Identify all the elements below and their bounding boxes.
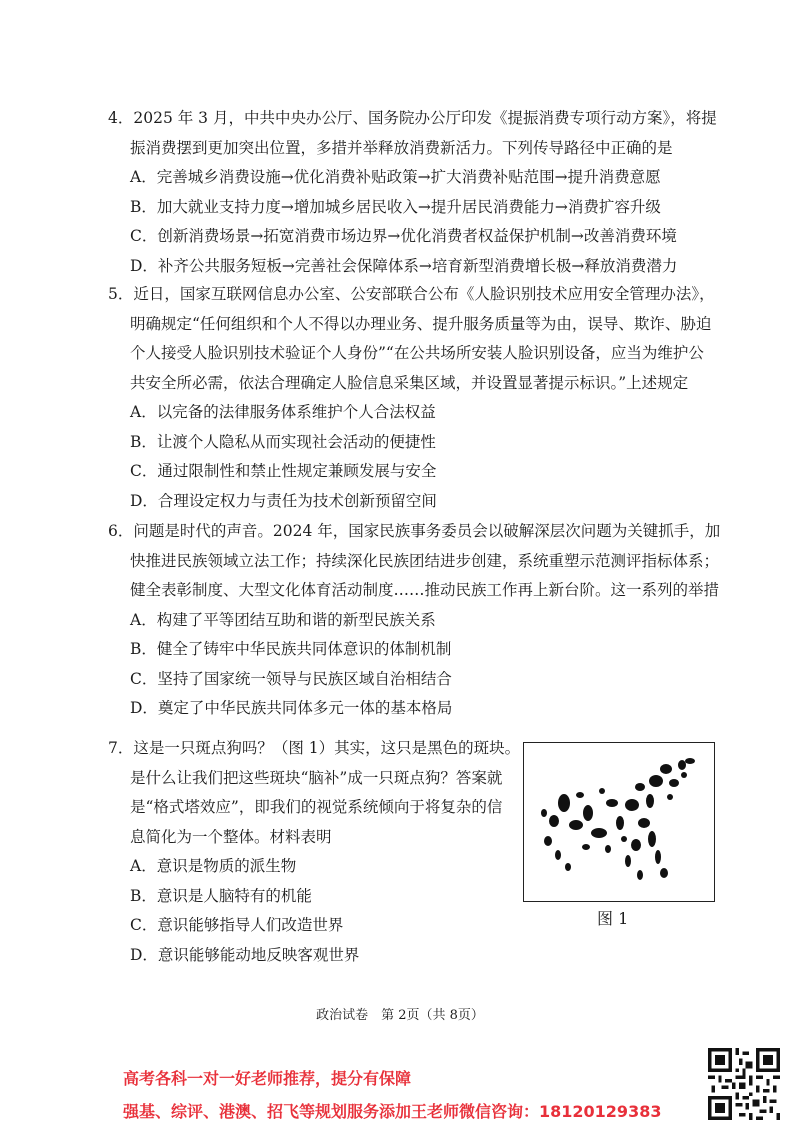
question-5-stem-line-4: 共安全所必需，依法合理确定人脸信息采集区域，并设置显著提示标识。”上述规定 bbox=[130, 373, 689, 392]
question-5-stem-line-3: 个人接受人脸识别技术验证个人身份”“在公共场所安装人脸识别设备，应当为维护公 bbox=[130, 344, 704, 362]
question-4-option-d: D．补齐公共服务短板→完善社会保障体系→培育新型消费增长极→释放消费潜力 bbox=[130, 256, 678, 275]
question-4-option-c: C．创新消费场景→拓宽消费市场边界→优化消费者权益保护机制→改善消费环境 bbox=[130, 227, 677, 245]
question-7-stem-line-1: 7．这是一只斑点狗吗？（图 1）其实，这只是黑色的斑块。 bbox=[108, 739, 521, 757]
question-6-option-a: A．构建了平等团结互助和谐的新型民族关系 bbox=[130, 610, 436, 629]
question-4-stem-line-1: 4．2025 年 3 月，中共中央办公厅、国务院办公厅印发《提振消费专项行动方案》，将提 bbox=[108, 109, 717, 127]
question-5-option-d: D．合理设定权力与责任为技术创新预留空间 bbox=[130, 491, 437, 510]
question-4-option-b: B．加大就业支持力度→增加城乡居民收入→提升居民消费能力→消费扩容升级 bbox=[130, 197, 661, 216]
question-6-stem-line-3: 健全表彰制度、大型文化体育活动制度……推动民族工作再上新台阶。这一系列的举措 bbox=[130, 581, 720, 599]
question-5-stem-line-2: 明确规定“任何组织和个人不得以办理业务、提升服务质量等为由，误导、欺诈、胁迫 bbox=[130, 314, 712, 333]
dalmatian-blot-icon bbox=[524, 743, 714, 901]
ad-line-1: 高考各科一对一好老师推荐，提分有保障 bbox=[123, 1069, 412, 1088]
question-6-option-d: D．奠定了中华民族共同体多元一体的基本格局 bbox=[130, 699, 453, 717]
question-7 bbox=[108, 734, 521, 970]
question-5 bbox=[108, 280, 715, 516]
question-4-option-a: A．完善城乡消费设施→优化消费补贴政策→扩大消费补贴范围→提升消费意愿 bbox=[130, 168, 661, 186]
question-6-option-c: C．坚持了国家统一领导与民族区域自治相结合 bbox=[130, 669, 452, 688]
question-4-stem-line-2: 振消费摆到更加突出位置，多措并举释放消费新活力。下列传导路径中正确的是 bbox=[130, 138, 673, 157]
question-6-stem-line-1: 6．问题是时代的声音。2024 年，国家民族事务委员会以破解深层次问题为关键抓手，加 bbox=[108, 522, 721, 540]
question-7-stem-line-3: 是“格式塔效应”，即我们的视觉系统倾向于将复杂的信 bbox=[130, 798, 503, 816]
question-7-option-c: C．意识能够指导人们改造世界 bbox=[130, 916, 344, 934]
question-4 bbox=[108, 104, 717, 281]
question-5-option-b: B．让渡个人隐私从而实现社会活动的便捷性 bbox=[130, 432, 436, 451]
question-6-stem-line-2: 快推进民族领域立法工作；持续深化民族团结进步创建，系统重塑示范测评指标体系； bbox=[130, 551, 720, 570]
ad-line-2: 强基、综评、港澳、招飞等规划服务添加王老师微信咨询：18120129383 bbox=[123, 1102, 662, 1121]
question-7-option-a: A．意识是物质的派生物 bbox=[130, 857, 297, 875]
question-7-stem-line-4: 息简化为一个整体。材料表明 bbox=[130, 827, 332, 846]
page-footer: 政治试卷 第 2页（共 8页） bbox=[316, 1008, 484, 1023]
dalmatian-figure bbox=[523, 742, 715, 902]
question-7-stem-line-2: 是什么让我们把这些斑块“脑补”成一只斑点狗？答案就 bbox=[130, 768, 503, 787]
qr-code-icon bbox=[708, 1048, 780, 1120]
question-7-option-b: B．意识是人脑特有的机能 bbox=[130, 886, 312, 905]
figure-caption: 图 1 bbox=[597, 909, 629, 928]
question-5-stem-line-1: 5．近日，国家互联网信息办公室、公安部联合公布《人脸识别技术应用安全管理办法》， bbox=[108, 285, 715, 303]
question-6 bbox=[108, 517, 721, 724]
question-5-option-c: C．通过限制性和禁止性规定兼顾发展与安全 bbox=[130, 462, 437, 480]
question-7-option-d: D．意识能够能动地反映客观世界 bbox=[130, 945, 360, 964]
question-6-option-b: B．健全了铸牢中华民族共同体意识的体制机制 bbox=[130, 640, 452, 658]
question-5-option-a: A．以完备的法律服务体系维护个人合法权益 bbox=[130, 403, 436, 421]
